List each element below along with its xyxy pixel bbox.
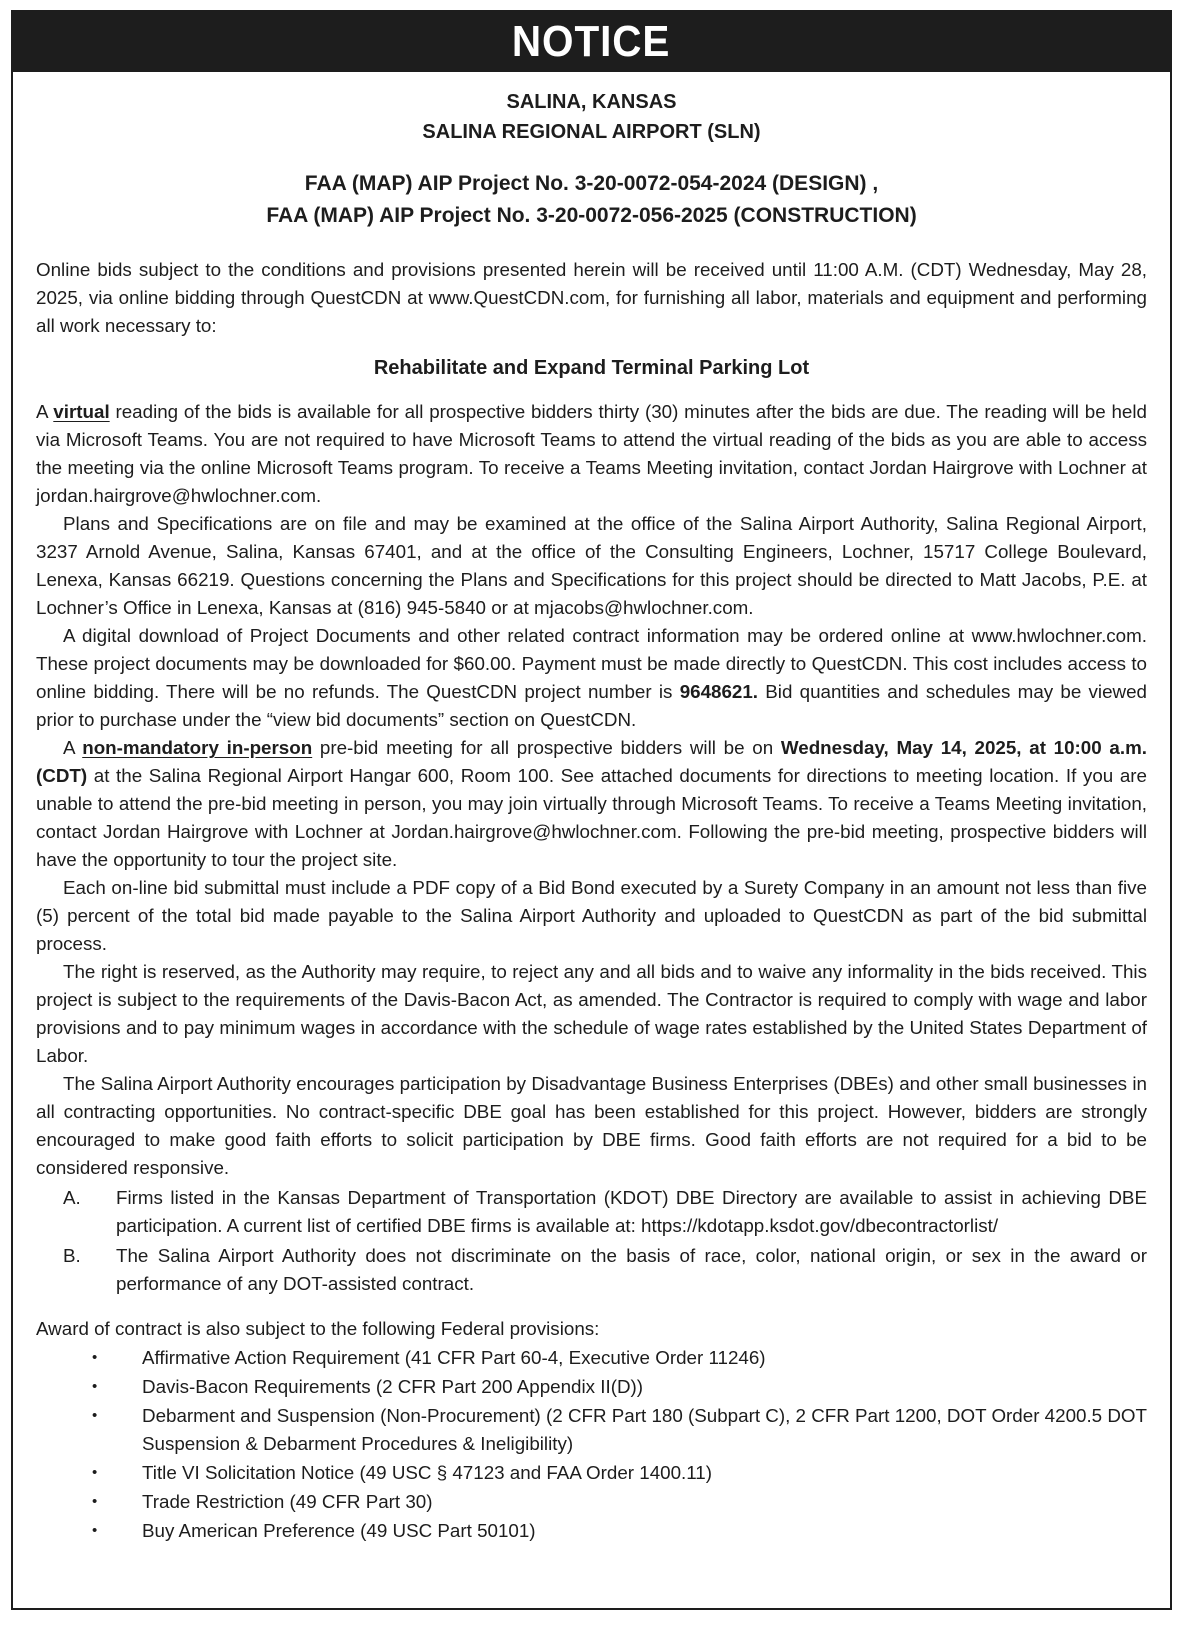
section-heading: Rehabilitate and Expand Terminal Parking Lot <box>373 357 810 379</box>
item-text <box>116 1184 1147 1240</box>
text-segment: Plans and Specifications are on file and may be examined at the office of the Salina Airport Authority, Salina Regional Airport, 3237 Arnold Avenue, Salina, Kansas 67401, and at the office of the Consulting Engineers, Lochner, 15717 College Boulevard, Lenexa, Kansas 66219. Questions concerning the Plans and Specifications for this project should be directed to Matt Jacobs, P.E. at Lochner’s Office in Lenexa, Kansas at (816) 945-5840 or at mjacobs@hwlochner.com. <box>36 513 1147 618</box>
text-segment: virtual <box>53 401 110 422</box>
item-text <box>142 1402 1147 1458</box>
notice-title: NOTICE <box>512 17 671 66</box>
text-segment: reading of the bids is available for all prospective bidders thirty (30) minutes after the bids are due. The reading will be held via Microsoft Teams. You are not required to have Microsoft Teams to attend the virtual reading of the bids as you are able to access the meeting via the online Microsoft Teams program. To receive a Teams Meeting invitation, contact Jordan Hairgrove with Lochner at jordan.hairgrove@hwlochner.com. <box>36 401 1147 506</box>
bullet-item <box>36 1459 1147 1487</box>
text-segment: The right is reserved, as the Authority may require, to reject any and all bids and to waive any informality in the bids received. This project is subject to the requirements of the Davis-Bacon Act, as amended. The Contractor is required to comply with wage and labor provisions and to pay minimum wages in accordance with the schedule of wage rates established by the United States Department of Labor. <box>36 961 1147 1066</box>
text-segment: non-mandatory in-person <box>82 737 313 758</box>
text-segment: Davis-Bacon Requirements (2 CFR Part 200 Appendix II(D)) <box>142 1376 644 1397</box>
item-text <box>142 1488 1147 1516</box>
item-text <box>142 1517 1147 1545</box>
paragraph <box>36 398 1147 510</box>
text-segment: A digital download of Project Documents and other related contract information may be ordered online at www.hwlochner.com. These project documents may be downloaded for $60.00. Payment must be made directly to QuestCDN. This cost includes access to online bidding. There will be no refunds. The QuestCDN project number is <box>36 625 1147 702</box>
text-segment: Wednesday, May 14, 2025, at 10:00 a.m. (CDT) <box>36 737 1148 786</box>
bullet-item <box>36 1402 1147 1458</box>
text-segment: Debarment and Suspension (Non-Procurement) (2 CFR Part 180 (Subpart C), 2 CFR Part 1200, DOT Order 4200.5 DOT Suspension & Debarment Procedures & Ineligibility) <box>142 1405 1147 1454</box>
item-text <box>142 1344 1147 1372</box>
notice-body <box>36 256 1147 1545</box>
item-marker: B. <box>63 1245 81 1266</box>
text-segment: Award of contract is also subject to the following Federal provisions: <box>36 1318 600 1339</box>
airport-line: SALINA REGIONAL AIRPORT (SLN) <box>422 121 761 143</box>
text-segment: A <box>63 737 83 758</box>
paragraph <box>36 1315 1147 1343</box>
city-line: SALINA, KANSAS <box>506 91 677 113</box>
paragraph <box>36 1070 1147 1182</box>
text-segment: Buy American Preference (49 USC Part 50101) <box>142 1520 536 1541</box>
text-segment: The Salina Airport Authority encourages participation by Disadvantage Business Enterprises (DBEs) and other small businesses in all contracting opportunities. No contract-specific DBE goal has been established for this project. However, bidders are strongly encouraged to make good faith efforts to solicit participation by DBE firms. Good faith efforts are not required for a bid to be considered responsive. <box>36 1073 1147 1178</box>
item-marker: A. <box>63 1187 81 1208</box>
lettered-item <box>36 1184 1147 1240</box>
paragraph <box>36 958 1147 1070</box>
paragraph <box>36 622 1147 734</box>
notice-frame <box>11 10 1172 1610</box>
notice-header-bar <box>13 12 1170 72</box>
bullet-item <box>36 1488 1147 1516</box>
bullet-icon: • <box>92 1349 98 1366</box>
paragraph <box>36 510 1147 622</box>
project-numbers <box>36 168 1147 232</box>
project-line: FAA (MAP) AIP Project No. 3-20-0072-054-2024 (DESIGN) , <box>304 172 879 195</box>
bullet-icon: • <box>92 1378 98 1395</box>
notice-content <box>13 87 1170 1545</box>
text-segment: pre-bid meeting for all prospective bidders will be on <box>312 737 781 758</box>
bullet-item <box>36 1344 1147 1372</box>
bullet-item <box>36 1517 1147 1545</box>
text-segment: The Salina Airport Authority does not discriminate on the basis of race, color, national origin, or sex in the award or performance of any DOT-assisted contract. <box>116 1245 1147 1294</box>
bullet-icon: • <box>92 1464 98 1481</box>
paragraph <box>36 734 1147 874</box>
notice-subheader <box>36 87 1147 147</box>
item-text <box>142 1373 1147 1401</box>
lettered-item <box>36 1242 1147 1298</box>
text-segment: at the Salina Regional Airport Hangar 600, Room 100. See attached documents for directions to meeting location. If you are unable to attend the pre-bid meeting in person, you may join virtually through Microsoft Teams. To receive a Teams Meeting invitation, contact Jordan Hairgrove with Lochner at Jordan.hairgrove@hwlochner.com. Following the pre-bid meeting, prospective bidders will have the opportunity to tour the project site. <box>36 765 1147 870</box>
paragraph <box>36 256 1147 340</box>
text-segment: A <box>36 401 54 422</box>
text-segment: Each on-line bid submittal must include a PDF copy of a Bid Bond executed by a Surety Company in an amount not less than five (5) percent of the total bid made payable to the Salina Airport Authority and uploaded to QuestCDN as part of the bid submittal process. <box>36 877 1147 954</box>
bullet-icon: • <box>92 1522 98 1539</box>
text-segment: Affirmative Action Requirement (41 CFR Part 60-4, Executive Order 11246) <box>142 1347 766 1368</box>
text-segment: Bid quantities and schedules may be viewed prior to purchase under the “view bid documents” section on QuestCDN. <box>36 681 1147 730</box>
text-segment: 9648621. <box>679 681 759 702</box>
item-text <box>116 1242 1147 1298</box>
bullet-icon: • <box>92 1493 98 1510</box>
text-segment: Online bids subject to the conditions and provisions presented herein will be received until 11:00 A.M. (CDT) Wednesday, May 28, 2025, via online bidding through QuestCDN at www.QuestCDN.com, for furnishing all labor, materials and equipment and performing all work necessary to: <box>36 259 1147 336</box>
project-line: FAA (MAP) AIP Project No. 3-20-0072-056-2025 (CONSTRUCTION) <box>266 204 917 227</box>
text-segment: Trade Restriction (49 CFR Part 30) <box>142 1491 433 1512</box>
text-segment: Firms listed in the Kansas Department of Transportation (KDOT) DBE Directory are available to assist in achieving DBE participation. A current list of certified DBE firms is available at: https://kdotapp.ksdot.gov/dbecontractorlist/ <box>116 1187 1147 1236</box>
item-text <box>142 1459 1147 1487</box>
bullet-item <box>36 1373 1147 1401</box>
paragraph <box>36 874 1147 958</box>
bullet-icon: • <box>92 1407 98 1424</box>
text-segment: Title VI Solicitation Notice (49 USC § 47123 and FAA Order 1400.11) <box>142 1462 713 1483</box>
